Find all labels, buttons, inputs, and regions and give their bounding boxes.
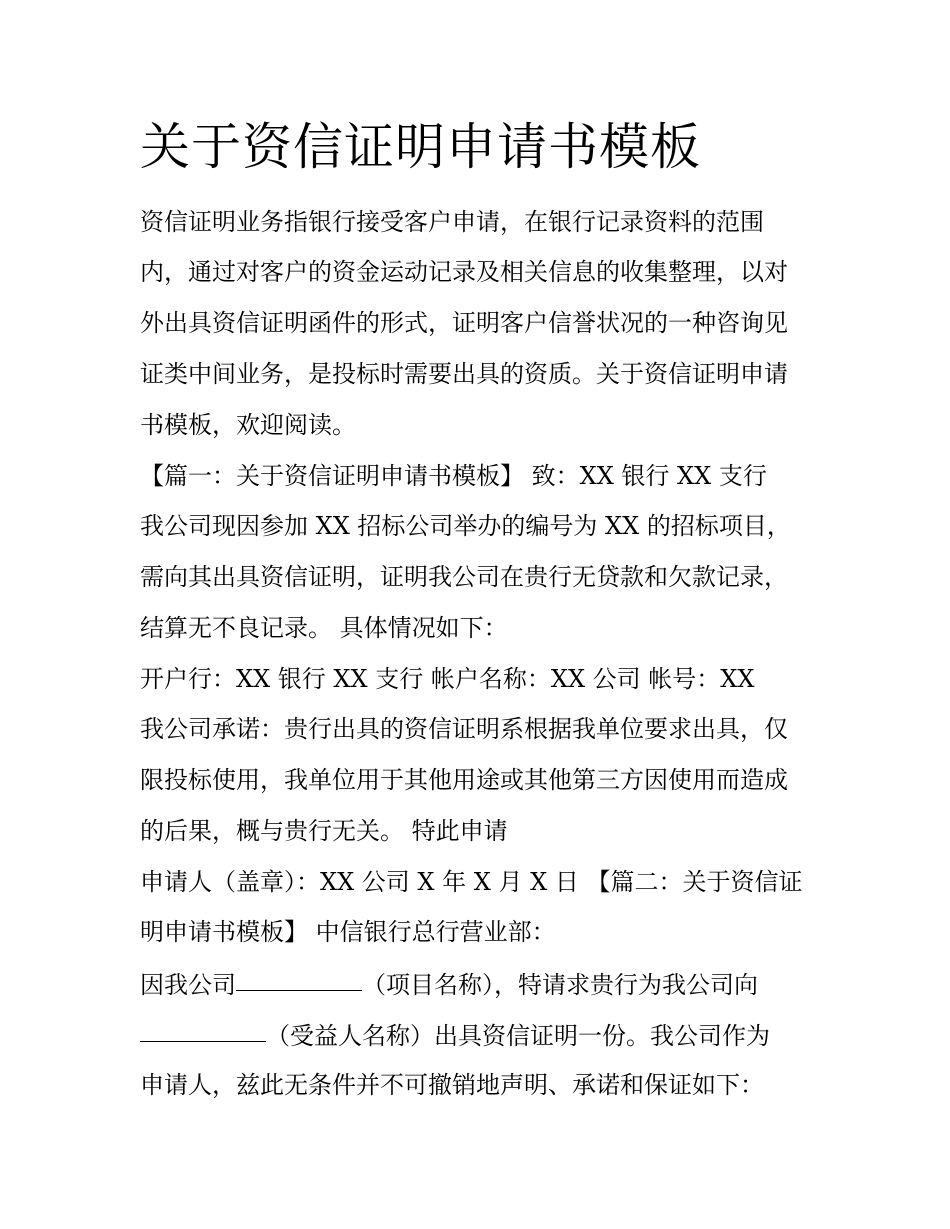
paragraph-line: 明申请书模板】 中信银行总行营业部： xyxy=(140,918,556,946)
paragraph-line: 证类中间业务，是投标时需要出具的资质。关于资信证明申请 xyxy=(140,360,788,388)
paragraph-line: 内，通过对客户的资金运动记录及相关信息的收集整理，以对 xyxy=(140,258,788,286)
text-segment: （项目名称），特请求贵行为我公司向 xyxy=(362,971,758,999)
document-title: 关于资信证明申请书模板 xyxy=(140,118,701,176)
paragraph-line: 的后果，概与贵行无关。 特此申请 xyxy=(140,817,508,845)
paragraph-line: 需向其出具资信证明，证明我公司在贵行无贷款和欠款记录， xyxy=(140,563,788,591)
paragraph-line: 申请人（盖章）：XX 公司 X 年 X 月 X 日 【篇二：关于资信证 xyxy=(140,868,803,896)
fill-in-blank-beneficiary-name xyxy=(140,1017,266,1042)
paragraph-line: 资信证明业务指银行接受客户申请，在银行记录资料的范围 xyxy=(140,208,764,236)
paragraph-line-with-blank xyxy=(140,1017,770,1051)
paragraph-line: 【篇一：关于资信证明申请书模板】 致：XX 银行 XX 支行 xyxy=(140,462,767,490)
text-segment: 因我公司 xyxy=(140,971,236,999)
paragraph-line: 结算无不良记录。 具体情况如下： xyxy=(140,614,508,642)
text-segment: （受益人名称）出具资信证明一份。我公司作为 xyxy=(266,1022,770,1050)
paragraph-line: 外出具资信证明函件的形式，证明客户信誉状况的一种咨询见 xyxy=(140,309,788,337)
paragraph-line: 开户行：XX 银行 XX 支行 帐户名称：XX 公司 帐号：XX xyxy=(140,665,755,693)
fill-in-blank-project-name xyxy=(236,966,362,991)
paragraph-line: 书模板，欢迎阅读。 xyxy=(140,411,356,439)
paragraph-line: 我公司承诺：贵行出具的资信证明系根据我单位要求出具，仅 xyxy=(140,715,788,743)
paragraph-line: 申请人，兹此无条件并不可撤销地声明、承诺和保证如下： xyxy=(140,1071,764,1099)
paragraph-line-with-blank xyxy=(140,966,758,1000)
paragraph-line: 限投标使用，我单位用于其他用途或其他第三方因使用而造成 xyxy=(140,766,788,794)
paragraph-line: 我公司现因参加 XX 招标公司举办的编号为 XX 的招标项目， xyxy=(140,512,791,540)
